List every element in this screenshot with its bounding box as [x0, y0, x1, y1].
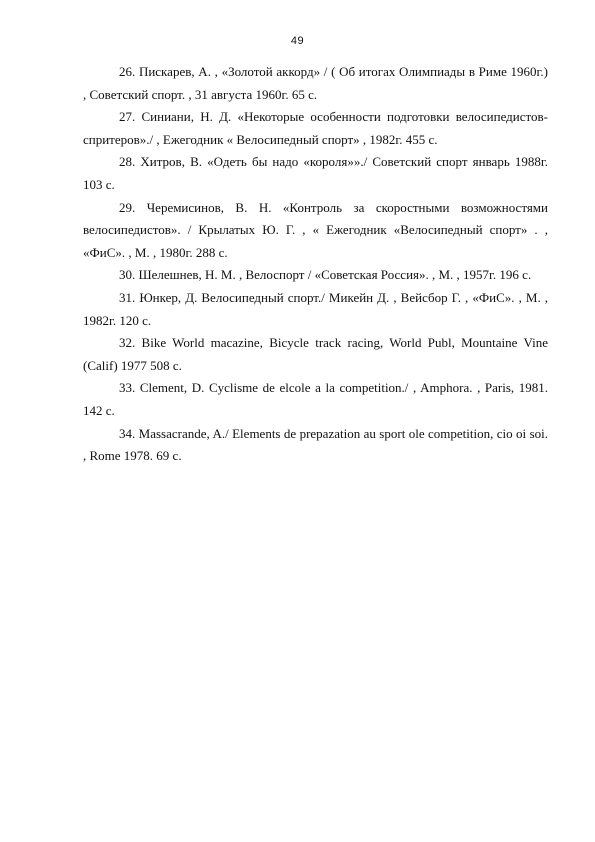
reference-item-34: 34. Massacrande, A./ Elements de prepazation au sport ole competition, cio oi soi. , Rome 1978. 69 с. [83, 425, 548, 464]
reference-item-32: 32. Bike World macazine, Bicycle track racing, World Publ, Mountaine Vine (Calif) 1977 508 с. [83, 335, 548, 373]
reference-item-26: 26. Пискарев, А. , «Золотой аккорд» / ( Об итогах Олимпиады в Риме 1960г.) , Советский спорт. , 31 августа 1960г. 65 с. [83, 64, 548, 102]
reference-item-28: 28. Хитров, В. «Одеть бы надо «короля»»./ Советский спорт январь 1988г. 103 с. [83, 154, 548, 192]
reference-item-27: 27. Синиани, Н. Д. «Некоторые особенности подготовки велосипедистов-спритеров»./ , Ежегодник « Велосипедный спорт» , 1982г. 455 с. [83, 109, 548, 147]
reference-list [83, 61, 548, 468]
reference-item-30: 30. Шелешнев, Н. М. , Велоспорт / «Советская Россия». , М. , 1957г. 196 с. [119, 267, 532, 283]
reference-item-29: 29. Черемисинов, В. Н. «Контроль за скоростными возможностями велосипедистов». / Крылатых Ю. Г. , « Ежегодник «Велосипедный спорт» . , «ФиС». , М. , 1980г. 288 с. [83, 199, 548, 260]
reference-item-31: 31. Юнкер, Д. Велосипедный спорт./ Микейн Д. , Вейсбор Г. , «ФиС». , М. , 1982г. 120 с. [83, 289, 548, 328]
reference-item-33: 33. Clement, D. Cyclisme de elcole a la competition./ , Amphora. , Paris, 1981. 142 с. [83, 380, 548, 418]
page-number: 49 [290, 35, 305, 47]
